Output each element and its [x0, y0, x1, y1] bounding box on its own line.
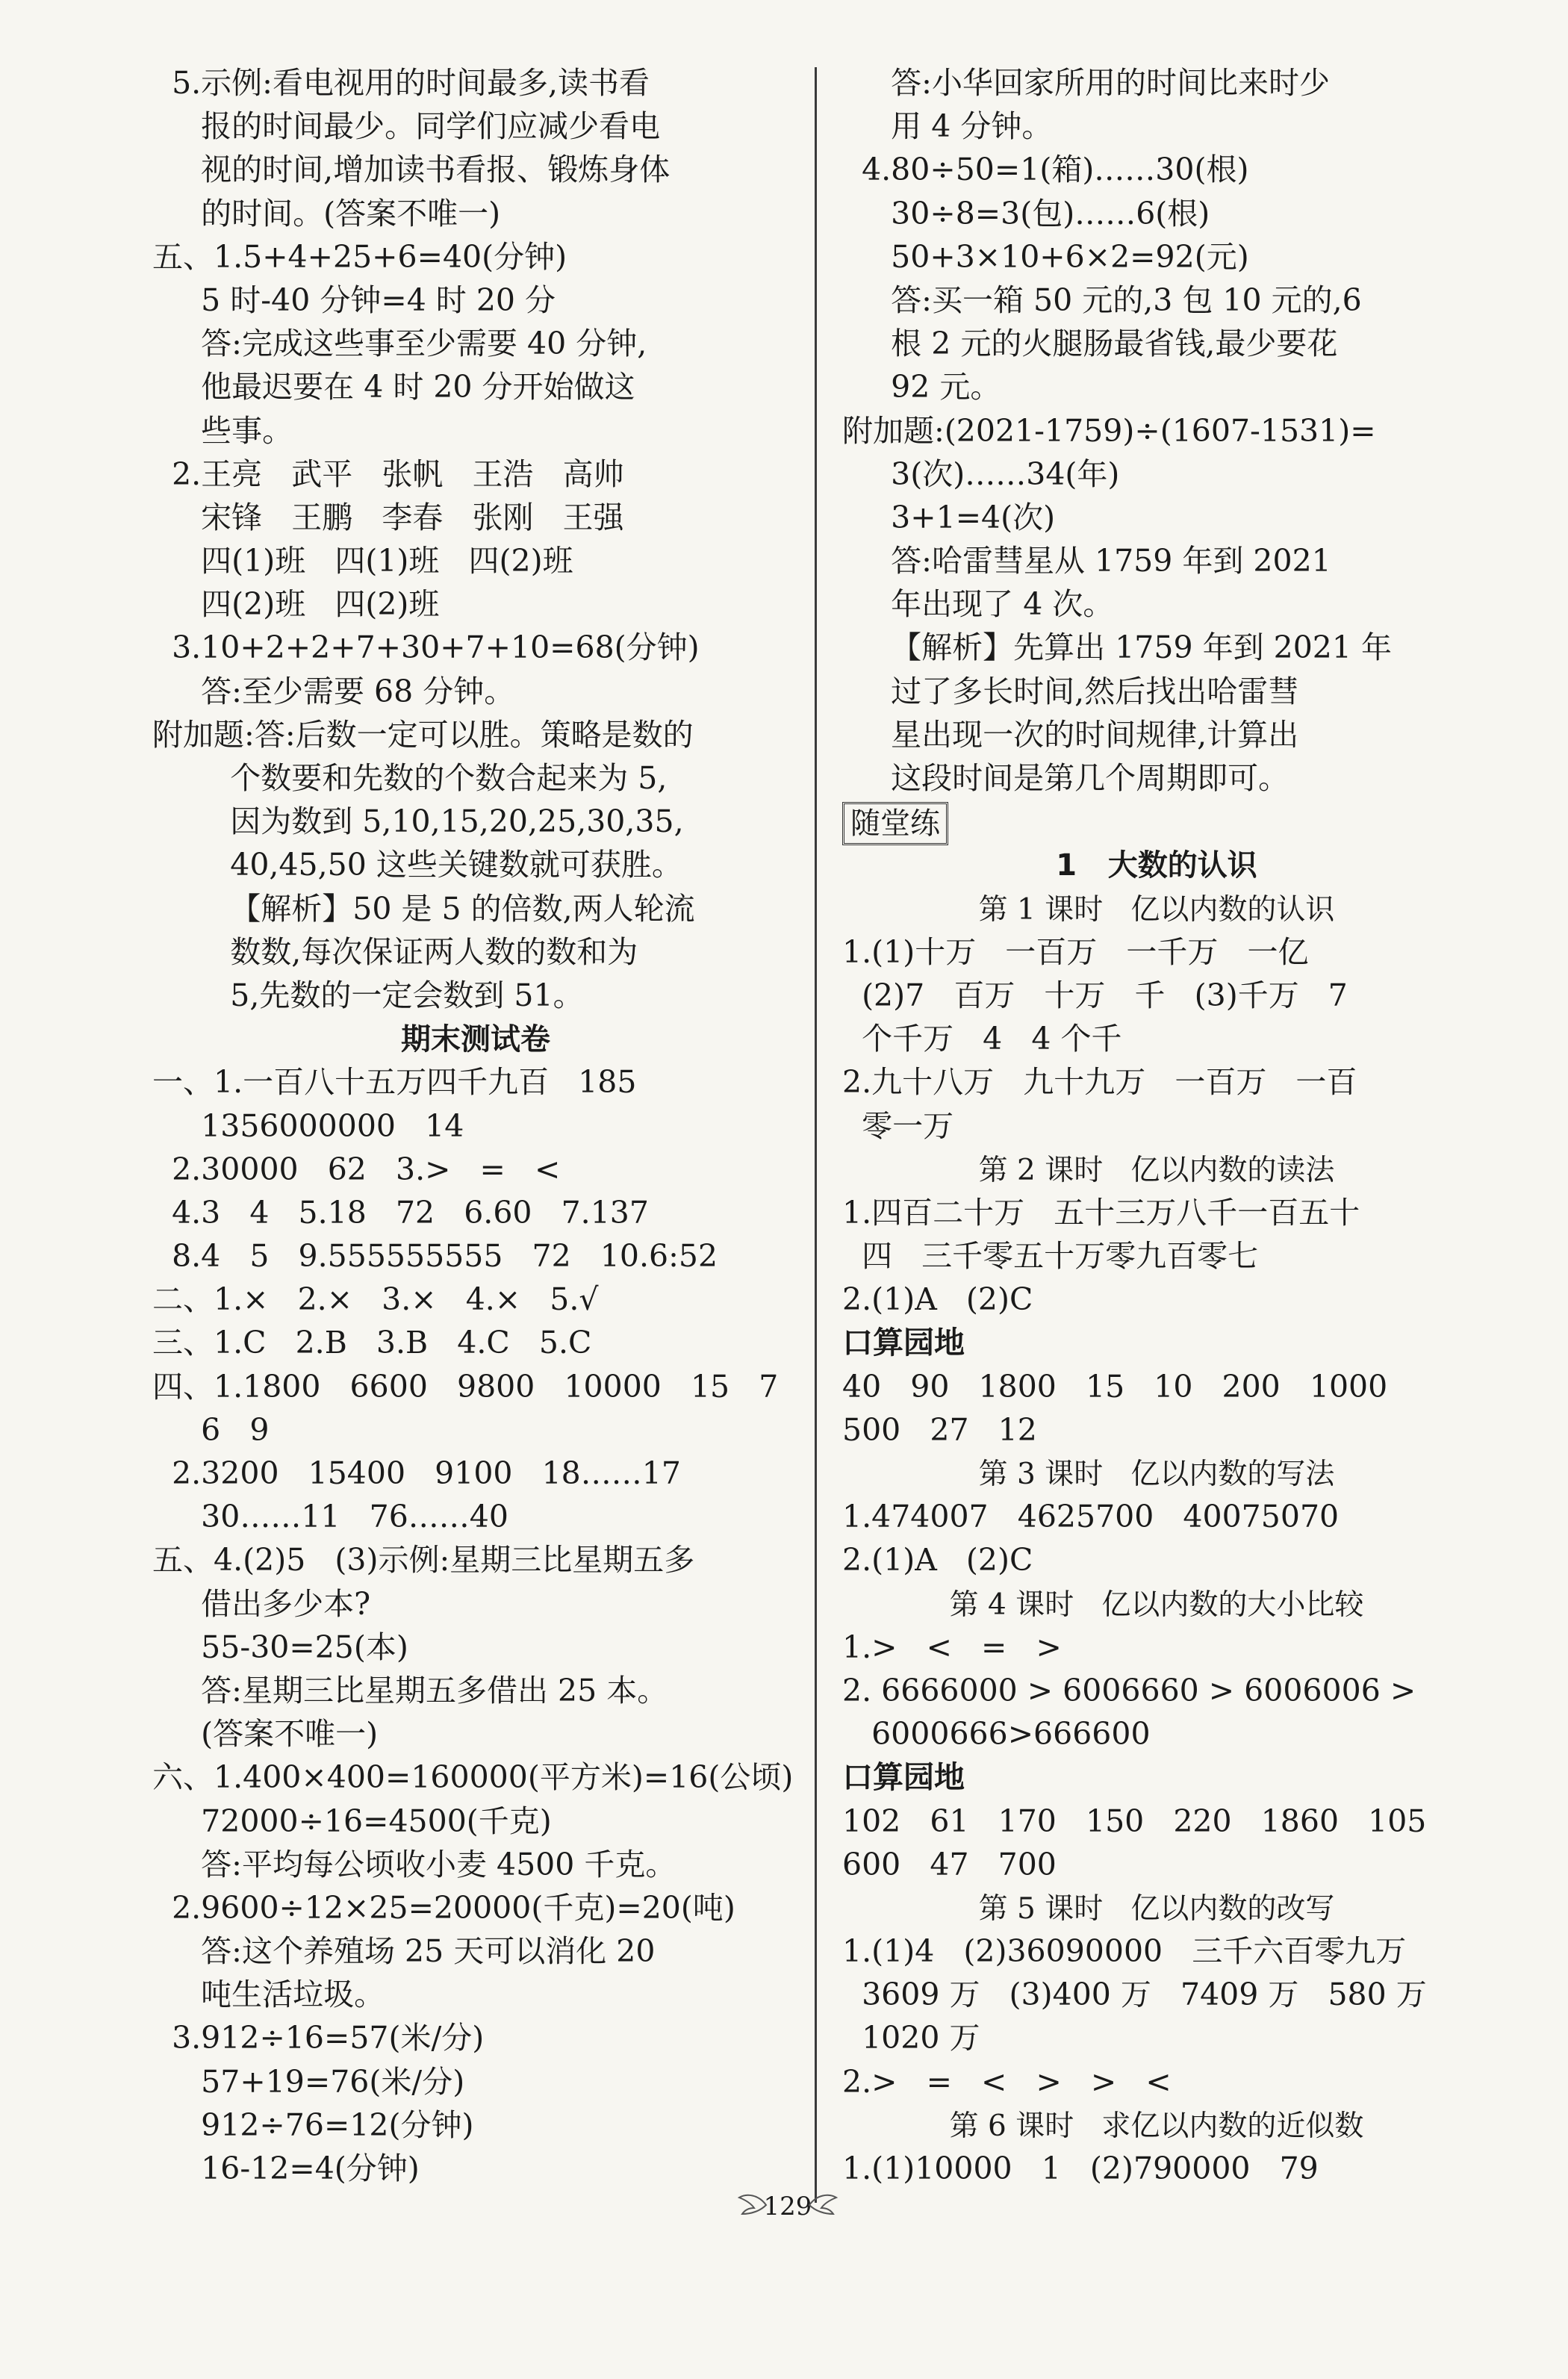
answer-line-text: 答:完成这些事至少需要 40 分钟, [152, 326, 647, 362]
practice-badge: 随堂练 [842, 802, 948, 845]
answer-line-text: 1356000000 14 [152, 1107, 464, 1144]
answer-line [842, 1712, 1471, 1756]
answer-line [842, 930, 1471, 974]
answer-line [842, 713, 1471, 756]
answer-line-text: 2.(1)A (2)C [842, 1281, 1033, 1318]
answer-line-text: 答:至少需要 68 分钟。 [152, 673, 515, 709]
answer-line-text: 500 27 12 [842, 1411, 1037, 1448]
answer-line [152, 1365, 799, 1408]
section-heading-text: 1 大数的认识 [1056, 848, 1257, 883]
answer-line-text: 过了多长时间,然后找出哈雷彗 [842, 673, 1299, 709]
answer-line [152, 756, 799, 800]
answer-line [842, 1843, 1471, 1886]
answer-line-text: 72000÷16=4500(千克) [152, 1803, 552, 1839]
lesson-heading-text: 第 5 课时 亿以内数的改写 [978, 1891, 1335, 1926]
answer-line [152, 322, 799, 365]
answer-line-text: 二、1.× 2.× 3.× 4.× 5.√ [152, 1281, 599, 1318]
answer-column-left [152, 61, 799, 2190]
answer-line [152, 409, 799, 453]
lesson-heading [842, 1452, 1471, 1495]
answer-line-text: 1.(1)十万 一百万 一千万 一亿 [842, 933, 1309, 970]
answer-line-text: 年出现了 4 次。 [842, 586, 1114, 623]
answer-line [152, 843, 799, 886]
answer-line [842, 61, 1471, 105]
answer-line [842, 148, 1471, 191]
answer-line-text: 三、1.C 2.B 3.B 4.C 5.C [152, 1325, 592, 1361]
answer-line-text: 借出多少本? [152, 1585, 371, 1622]
subheading-text: 口算园地 [842, 1325, 965, 1361]
answer-line [152, 1626, 799, 1669]
answer-line [152, 713, 799, 756]
answer-line [152, 1495, 799, 1538]
answer-line-text: 1020 万 [842, 2020, 980, 2056]
answer-line [152, 1712, 799, 1756]
wing-right-icon [808, 2192, 838, 2218]
answer-line [152, 1191, 799, 1234]
answer-line [152, 800, 799, 843]
lesson-heading [842, 1886, 1471, 1929]
answer-line [152, 1234, 799, 1278]
answer-line-text: 个千万 4 4 个千 [842, 1021, 1122, 1057]
answer-line-text: 3.912÷16=57(米/分) [152, 2020, 485, 2056]
answer-line [842, 365, 1471, 408]
answer-line [842, 192, 1471, 235]
answer-line [152, 235, 799, 279]
answer-line-text: 五、4.(2)5 (3)示例:星期三比星期五多 [152, 1542, 695, 1579]
page-number-ornament [747, 2184, 829, 2229]
answer-line-text: 2.3200 15400 9100 18……17 [152, 1455, 681, 1491]
answer-line-text: 1.四百二十万 五十三万八千一百五十 [842, 1194, 1360, 1231]
answer-line [152, 453, 799, 496]
answer-line-text: 4.3 4 5.18 72 6.60 7.137 [152, 1194, 649, 1231]
lesson-heading-text: 第 1 课时 亿以内数的认识 [978, 892, 1335, 927]
answer-line-text: 3609 万 (3)400 万 7409 万 580 万 [842, 1977, 1427, 2013]
answer-line-text: 五、1.5+4+25+6=40(分钟) [152, 238, 567, 275]
answer-line [152, 1929, 799, 1973]
answer-line [152, 2147, 799, 2190]
answer-line [842, 1929, 1471, 1973]
column-divider [815, 67, 817, 2203]
answer-line [842, 1973, 1471, 2016]
answer-line [842, 1408, 1471, 1452]
answer-line [152, 1408, 799, 1452]
answer-line [842, 1234, 1471, 1278]
answer-line-text: 2.30000 62 3.> = < [152, 1151, 561, 1187]
lesson-heading-text: 第 3 课时 亿以内数的写法 [978, 1458, 1335, 1491]
answer-line [842, 496, 1471, 539]
answer-line [842, 756, 1471, 800]
answer-line-text: 600 47 700 [842, 1846, 1057, 1882]
answer-line-text: 30÷8=3(包)……6(根) [842, 195, 1210, 231]
answer-line-text: 答:平均每公顷收小麦 4500 千克。 [152, 1846, 676, 1882]
lesson-heading [842, 1148, 1471, 1191]
subheading-text: 口算园地 [842, 1759, 965, 1796]
answer-line-text: 用 4 分钟。 [842, 108, 1053, 145]
answer-line-text: 四、1.1800 6600 9800 10000 15 7 [152, 1368, 779, 1405]
answer-line-text: 因为数到 5,10,15,20,25,30,35, [152, 803, 684, 840]
lesson-heading [842, 887, 1471, 930]
answer-line-text: 答:这个养殖场 25 天可以消化 20 [152, 1933, 656, 1970]
section-heading-text: 期末测试卷 [401, 1022, 550, 1057]
answer-line-text: 1.474007 4625700 40075070 [842, 1499, 1340, 1535]
lesson-heading [842, 2103, 1471, 2147]
answer-line [152, 1452, 799, 1495]
answer-line-text: 102 61 170 150 220 1860 105 [842, 1803, 1427, 1839]
answer-line-text: 55-30=25(本) [152, 1629, 408, 1665]
answer-line-text: 答:小华回家所用的时间比来时少 [842, 65, 1330, 101]
answer-line-text: 四 三千零五十万零九百零七 [842, 1238, 1259, 1275]
answer-line [152, 1148, 799, 1191]
answer-line [842, 2147, 1471, 2190]
answer-line-text: 些事。 [152, 412, 293, 449]
answer-line [842, 582, 1471, 626]
answer-line [152, 887, 799, 930]
lesson-heading-text: 第 6 课时 求亿以内数的近似数 [949, 2109, 1364, 2143]
answer-line-text: 5 时-40 分钟=4 时 20 分 [152, 282, 556, 318]
answer-line-text: 2. 6666000 > 6006660 > 6006006 > [842, 1672, 1416, 1708]
answer-line-text: 40 90 1800 15 10 200 1000 [842, 1368, 1388, 1405]
answer-line-text: 一、1.一百八十五万四千九百 185 [152, 1064, 637, 1101]
answer-line-text: 6 9 [152, 1411, 270, 1448]
answer-line [152, 105, 799, 148]
answer-line-text: 5.示例:看电视用的时间最多,读书看 [152, 65, 650, 101]
answer-line [152, 1538, 799, 1582]
lesson-heading [842, 1582, 1471, 1626]
answer-line [152, 279, 799, 322]
answer-line [842, 453, 1471, 496]
answer-line-text: 答:买一箱 50 元的,3 包 10 元的,6 [842, 282, 1362, 318]
answer-line-text: 吨生活垃圾。 [152, 1977, 385, 2013]
answer-line [842, 105, 1471, 148]
answer-line [152, 1669, 799, 1712]
answer-line-text: 3+1=4(次) [842, 499, 1056, 535]
answer-line-text: 根 2 元的火腿肠最省钱,最少要花 [842, 326, 1338, 362]
answer-line [842, 2060, 1471, 2103]
answer-line-text: 四(2)班 四(2)班 [152, 586, 440, 623]
answer-line-text: 2.九十八万 九十九万 一百万 一百 [842, 1064, 1357, 1101]
answer-line [842, 626, 1471, 669]
answer-line-text: 92 元。 [842, 369, 1001, 405]
subheading [842, 1756, 1471, 1799]
answer-line-text: 1.(1)10000 1 (2)790000 79 [842, 2151, 1319, 2186]
answer-line-text: 【解析】50 是 5 的倍数,两人轮流 [152, 890, 695, 927]
answer-line-text: 16-12=4(分钟) [152, 2151, 420, 2186]
answer-line [842, 1538, 1471, 1582]
answer-line-text: 【解析】先算出 1759 年到 2021 年 [842, 629, 1392, 666]
answer-line-text: 2.(1)A (2)C [842, 1542, 1033, 1579]
answer-line-text: 答:哈雷彗星从 1759 年到 2021 [842, 543, 1331, 579]
answer-line [152, 1278, 799, 1321]
answer-line [842, 409, 1471, 453]
answer-line [152, 1321, 799, 1364]
answer-line [152, 930, 799, 974]
answer-line [842, 974, 1471, 1017]
answer-line [842, 2016, 1471, 2059]
answer-line-text: 57+19=76(米/分) [152, 2063, 465, 2100]
answer-line [152, 1886, 799, 1929]
answer-line [152, 670, 799, 713]
answer-line-text: 宋锋 王鹏 李春 张刚 王强 [152, 499, 624, 535]
answer-line [152, 1843, 799, 1886]
answer-line-text: 这段时间是第几个周期即可。 [842, 760, 1289, 796]
answer-line-text: 1.(1)4 (2)36090000 三千六百零九万 [842, 1933, 1407, 1970]
answer-line [842, 1495, 1471, 1538]
answer-line [842, 1191, 1471, 1234]
answer-line-text: 8.4 5 9.555555555 72 10.6:52 [152, 1238, 718, 1275]
answer-line-text: 四(1)班 四(1)班 四(2)班 [152, 543, 573, 579]
answer-line [152, 2060, 799, 2103]
answer-line-text: 2.王亮 武平 张帆 王浩 高帅 [152, 455, 624, 492]
answer-line [152, 1582, 799, 1626]
answer-line-text: 2.9600÷12×25=20000(千克)=20(吨) [152, 1889, 735, 1926]
answer-line [152, 1800, 799, 1843]
answer-line [152, 1104, 799, 1148]
section-heading [152, 1017, 799, 1060]
answer-line-text: 他最迟要在 4 时 20 分开始做这 [152, 369, 635, 405]
answer-column-right [842, 61, 1471, 2190]
lesson-heading-text: 第 4 课时 亿以内数的大小比较 [949, 1587, 1364, 1622]
answer-line [152, 582, 799, 626]
page-number: 129 [763, 2192, 812, 2221]
answer-line-text: 的时间。(答案不唯一) [152, 195, 501, 231]
answer-line [152, 626, 799, 669]
answer-line [842, 1278, 1471, 1321]
answer-line-text: 6000666>666600 [842, 1716, 1151, 1753]
answer-line-text: 视的时间,增加读书看报、锻炼身体 [152, 152, 671, 188]
lesson-heading-text: 第 2 课时 亿以内数的读法 [978, 1153, 1335, 1187]
answer-line [842, 1104, 1471, 1148]
answer-line [152, 539, 799, 582]
answer-line-text: 星出现一次的时间规律,计算出 [842, 716, 1299, 753]
answer-line [152, 365, 799, 408]
answer-line-text: (答案不唯一) [152, 1716, 379, 1753]
answer-line [842, 670, 1471, 713]
answer-line [842, 235, 1471, 279]
answer-line-text: 零一万 [842, 1107, 954, 1144]
answer-line-text: 3(次)……34(年) [842, 455, 1120, 492]
answer-line [152, 2016, 799, 2059]
answer-line-text: 报的时间最少。同学们应减少看电 [152, 108, 661, 145]
practice-badge-row [842, 800, 1471, 843]
subheading [842, 1321, 1471, 1364]
answer-line-text: 40,45,50 这些关键数就可获胜。 [152, 847, 682, 883]
section-heading [842, 843, 1471, 886]
answer-line [152, 61, 799, 105]
answer-line [152, 1060, 799, 1104]
answer-line-text: 50+3×10+6×2=92(元) [842, 238, 1249, 275]
answer-line-text: 附加题:(2021-1759)÷(1607-1531)= [842, 412, 1376, 449]
answer-line-text: 2.> = < > > < [842, 2063, 1172, 2100]
answer-line-text: 4.80÷50=1(箱)……30(根) [842, 152, 1249, 188]
answer-line-text: 数数,每次保证两人数的数和为 [152, 933, 638, 970]
answer-line [842, 1060, 1471, 1104]
answer-line [842, 322, 1471, 365]
answer-line [842, 1626, 1471, 1669]
answer-line [152, 192, 799, 235]
answer-line [152, 148, 799, 191]
answer-line [152, 496, 799, 539]
answer-line-text: 3.10+2+2+7+30+7+10=68(分钟) [152, 629, 700, 666]
wing-left-icon [738, 2192, 768, 2218]
answer-line-text: 六、1.400×400=160000(平方米)=16(公顷) [152, 1759, 794, 1796]
answer-line [152, 1973, 799, 2016]
answer-line [152, 2103, 799, 2147]
answer-line-text: 912÷76=12(分钟) [152, 2106, 474, 2143]
answer-line-text: 答:星期三比星期五多借出 25 本。 [152, 1672, 668, 1708]
answer-line-text: 1.> < = > [842, 1629, 1062, 1665]
answer-line [152, 1756, 799, 1799]
answer-line [842, 1017, 1471, 1060]
answer-line [842, 279, 1471, 322]
answer-line-text: 个数要和先数的个数合起来为 5, [152, 760, 668, 796]
answer-line [842, 539, 1471, 582]
answer-line [152, 974, 799, 1017]
answer-line-text: 附加题:答:后数一定可以胜。策略是数的 [152, 716, 694, 753]
answer-line [842, 1800, 1471, 1843]
answer-line-text: 30……11 76……40 [152, 1499, 508, 1535]
answer-line-text: 5,先数的一定会数到 51。 [152, 977, 584, 1013]
answer-line [842, 1365, 1471, 1408]
answer-line-text: (2)7 百万 十万 千 (3)千万 7 [842, 977, 1348, 1013]
answer-line [842, 1669, 1471, 1712]
